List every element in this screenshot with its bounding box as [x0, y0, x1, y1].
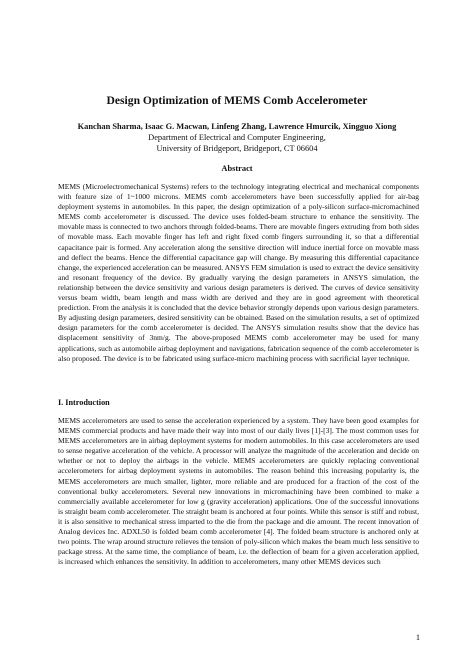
author-list: Kanchan Sharma, Isaac G. Macwan, Linfeng Zhang, Lawrence Hmurcik, Xingguo Xiong: [77, 122, 397, 131]
page-number: 1: [415, 633, 420, 642]
affiliation-department: Department of Electrical and Computer Engineering,: [148, 133, 326, 142]
abstract-body: MEMS (Microelectromechanical Systems) refers to the technology integrating electrical and mechanical components with feature size of 1~1000 microns. MEMS comb accelerometers have been successfully applied for air-bag deployment systems in automobiles. In this paper, the design optimization of a poly-silicon surface-micromachined MEMS comb accelerometer is discussed. The device uses folded-beam structure to enhance the sensitivity. The movable mass is connected to two anchors through folded-beams. There are movable fingers extruding from both sides of movable mass. Each movable finger has left and right fixed comb fingers surrounding it, so that a differential capacitance pair is formed. Any acceleration along the sensitive direction will induce inertial force on movable mass and deflect the beams. Hence the differential capacitance gap will change. By measuring this differential capacitance change, the experienced acceleration can be measured. ANSYS FEM simulation is used to extract the device sensitivity and resonant frequency of the device. By gradually varying the design parameters in ANSYS simulation, the relationship between the device sensitivity and various design parameters is derived. The curves of device sensitivity versus beam width, beam length and mass width are derived and they are in good agreement with theoretical prediction. From the analysis it is concluded that the device behavior strongly depends upon various design parameters. By adjusting design parameters, desired sensitivity can be obtained. Based on the simulation results, a set of optimized design parameters for the comb accelerometer is decided. The ANSYS simulation results show that the device has displacement sensitivity of 3nm/g. The above-proposed MEMS comb accelerometer may be used for many applications, such as automobile airbag deployment and navigations, fabrication sequence of the comb accelerometer is also proposed. The device is to be fabricated using surface-micro machining process with sacrificial layer technique.: [58, 182, 419, 363]
introduction-heading: I. Introduction: [58, 398, 110, 407]
affiliation-university: University of Bridgeport, Bridgeport, CT 06604: [156, 144, 318, 153]
abstract-heading: Abstract: [221, 164, 253, 173]
paper-title: Design Optimization of MEMS Comb Accelerometer: [106, 94, 368, 107]
introduction-body: MEMS accelerometers are used to sense the acceleration experienced by a system. They have been good examples for MEMS commercial products and have made their way into most of our daily lives [1]-[3]. The most common uses for MEMS accelerometers are in airbag deployment systems for modern automobiles. In this case accelerometers are used to sense negative acceleration of the vehicle. A processor will analyze the magnitude of the acceleration and decide on whether or not to deploy the airbags in the vehicle. MEMS accelerometers are quickly replacing conventional accelerometers for airbag deployment systems in automobiles. The reason behind this increasing popularity is, the MEMS accelerometers are much smaller, lighter, more reliable and are produced for a fraction of the cost of the conventional bulky accelerometers. Several new innovations in micromachining have been combined to make a commercially available accelerometer for low g (gravity acceleration) applications. One of the successful innovations is straight beam comb accelerometer. The straight beam is anchored at four points. While this sensor is stiff and robust, it is also sensitive to mechanical stress imparted to the die from the package and die amount. The recent innovation of Analog devices Inc. ADXL50 is folded beam comb accelerometer [4]. The folded beam structure is anchored only at two points. The wrap around structure relieves the tension of poly-silicon which makes the beam much less sensitive to package stress. At the same time, the compliance of beam, i.e. the deflection of beam for a given acceleration applied, is increased which enhances the sensitivity. In addition to accelerometers, many other MEMS devices such: [58, 416, 419, 567]
